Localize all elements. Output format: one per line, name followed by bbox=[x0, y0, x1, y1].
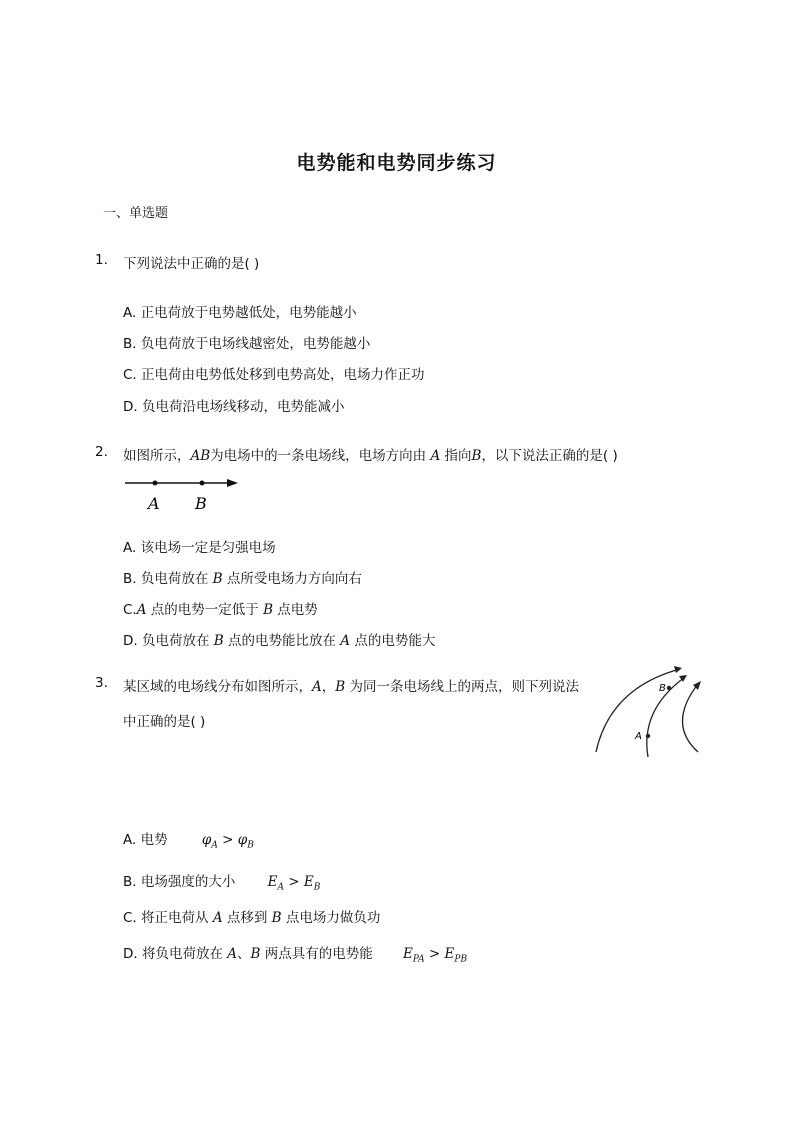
q1-option-c: C. 正电荷由电势低处移到电势高处，电场力作正功 bbox=[123, 367, 425, 383]
figure-label-a: A bbox=[148, 494, 160, 513]
field-line-right bbox=[683, 684, 699, 752]
page-title: 电势能和电势同步练习 bbox=[296, 152, 497, 174]
q3-option-d: D. 将负电荷放在 A、B 两点具有的电势能 $E_{PA} > E_{PB}$ bbox=[123, 946, 468, 965]
question-2-number: 2. bbox=[95, 444, 108, 460]
arrow-head-icon bbox=[674, 666, 682, 673]
question-1-text: 下列说法中正确的是( ) bbox=[123, 256, 260, 272]
q3-option-a: A. 电势 $\varphi_A > \varphi_B$ bbox=[123, 832, 254, 851]
q3-option-c: C. 将正电荷从 A 点移到 B 点电场力做负功 bbox=[123, 910, 381, 926]
question-2-text: 如图所示，AB为电场中的一条电场线，电场方向由 A 指向B，以下说法正确的是( ) bbox=[123, 448, 618, 464]
question-1-number: 1. bbox=[95, 252, 108, 268]
figure-label-b: B bbox=[195, 494, 207, 513]
q2-option-d: D. 负电荷放在 B 点的电势能比放在 A 点的电势能大 bbox=[123, 633, 436, 649]
q3-option-b: B. 电场强度的大小 $E_A > E_B$ bbox=[123, 874, 321, 893]
question-3-text-line1: 某区域的电场线分布如图所示，A，B 为同一条电场线上的两点，则下列说法 bbox=[123, 679, 579, 695]
arrow-head-icon bbox=[227, 479, 238, 487]
field-line-middle bbox=[647, 677, 685, 757]
q2-option-b: B. 负电荷放在 B 点所受电场力方向向右 bbox=[123, 571, 362, 587]
q2-option-c: C.A 点的电势一定低于 B 点电势 bbox=[123, 602, 318, 618]
point-a-dot bbox=[646, 734, 650, 738]
point-b-dot bbox=[200, 481, 205, 486]
q2-option-a: A. 该电场一定是匀强电场 bbox=[123, 540, 276, 556]
q3-field-lines-figure bbox=[592, 660, 707, 760]
q3-option-b-math: $E_A > E_B$ bbox=[267, 874, 321, 893]
q3-option-d-math: $E_{PA} > E_{PB}$ bbox=[403, 946, 468, 965]
q3-option-a-math: $\varphi_A > \varphi_B$ bbox=[201, 832, 254, 851]
figure-label-a: A bbox=[635, 731, 642, 742]
section-heading: 一、单选题 bbox=[103, 206, 169, 221]
figure-label-b: B bbox=[659, 683, 666, 694]
q1-option-a: A. 正电荷放于电势越低处，电势能越小 bbox=[123, 305, 357, 321]
q1-option-b: B. 负电荷放于电场线越密处，电势能越小 bbox=[123, 336, 371, 352]
q1-option-d: D. 负电荷沿电场线移动，电势能减小 bbox=[123, 399, 345, 415]
question-3-text-line2: 中正确的是( ) bbox=[123, 714, 206, 730]
point-a-dot bbox=[153, 481, 158, 486]
q2-field-line-figure bbox=[122, 472, 252, 512]
question-3-number: 3. bbox=[95, 675, 108, 691]
point-b-dot bbox=[667, 686, 671, 690]
